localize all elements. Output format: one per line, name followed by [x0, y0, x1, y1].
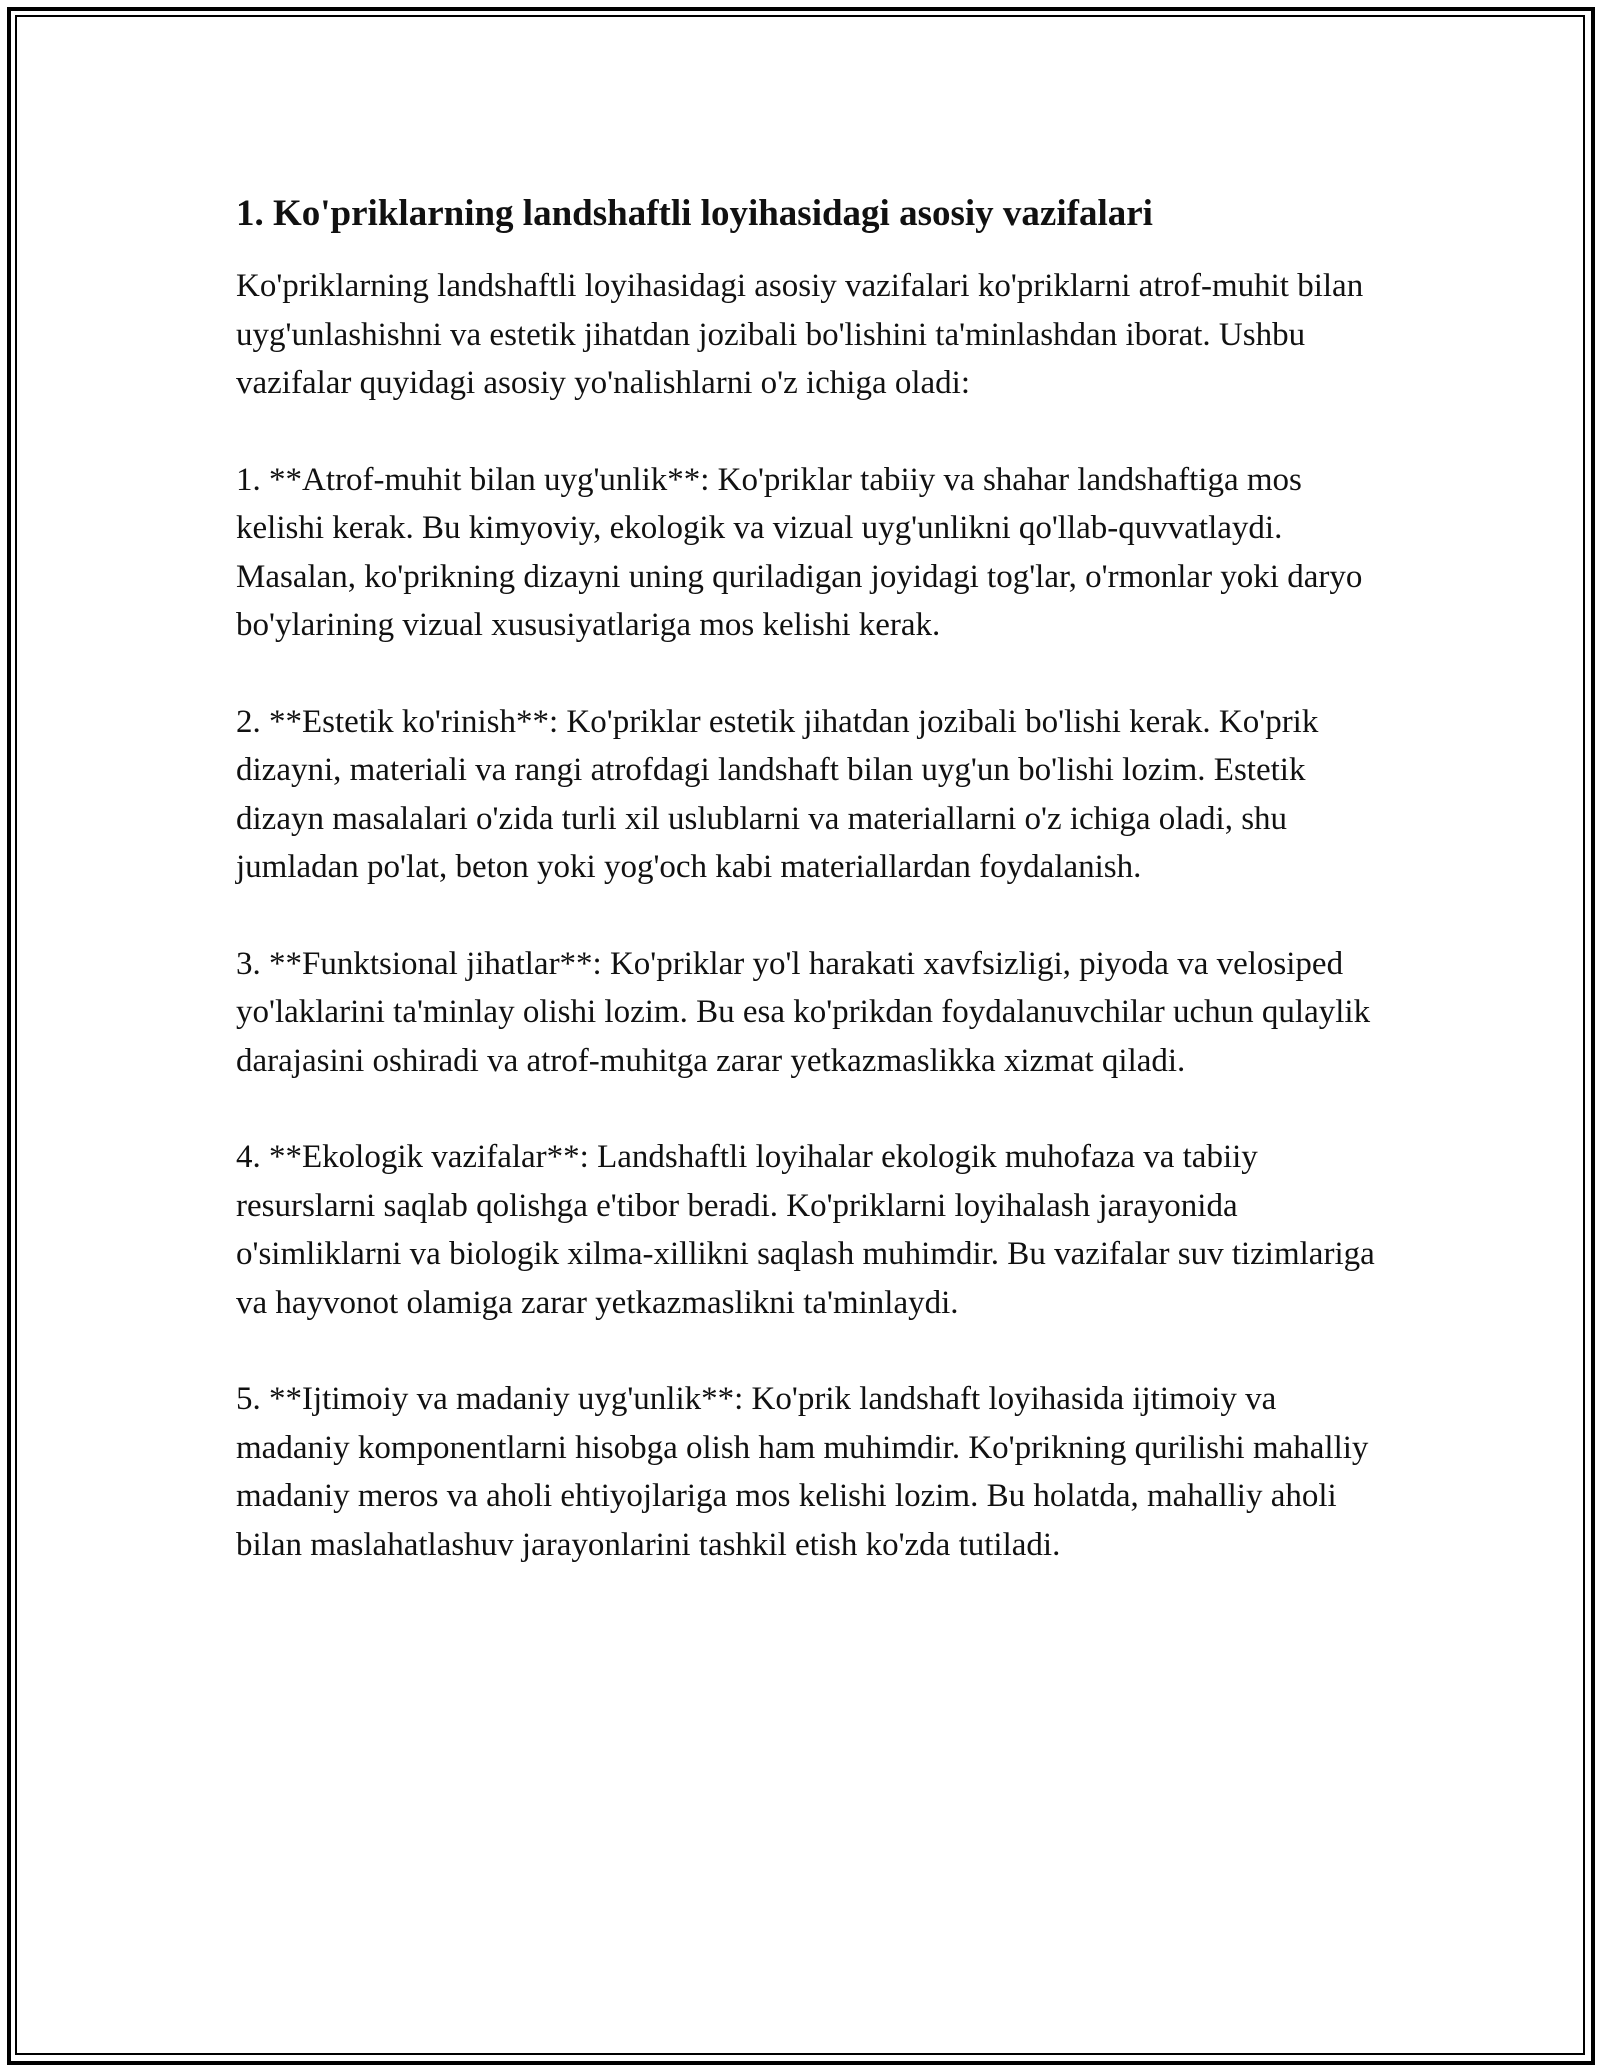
- document-title: 1. Ko'priklarning landshaftli loyihasidagi asosiy vazifalari: [236, 193, 1153, 234]
- list-item-3-paragraph: 3. **Funktsional jihatlar**: Ko'priklar yo'l harakati xavfsizligi, piyoda va velosiped yo'laklarini ta'minlay olishi lozim. Bu esa ko'prikdan foydalanuvchilar uchun qulaylik darajasini oshiradi va atrof-muhitga zarar yetkazmaslikka xizmat qiladi.: [236, 945, 1371, 1079]
- list-item-4-paragraph: 4. **Ekologik vazifalar**: Landshaftli loyihalar ekologik muhofaza va tabiiy resurslarni saqlab qolishga e'tibor beradi. Ko'priklarni loyihalash jarayonida o'simliklarni va biologik xilma-xillikni saqlash muhimdir. Bu vazifalar suv tizimlariga va hayvonot olamiga zarar yetkazmaslikni ta'minlaydi.: [236, 1139, 1375, 1321]
- document-body: [236, 186, 1376, 1569]
- intro-paragraph: Ko'priklarning landshaftli loyihasidagi asosiy vazifalari ko'priklarni atrof-muhit bilan uyg'unlashishni va estetik jihatdan jozibali bo'lishini ta'minlashdan iborat. Ushbu vazifalar quyidagi asosiy yo'nalishlarni o'z ichiga oladi:: [236, 268, 1364, 401]
- list-item-1-paragraph: 1. **Atrof-muhit bilan uyg'unlik**: Ko'priklar tabiiy va shahar landshaftiga mos kelishi kerak. Bu kimyoviy, ekologik va vizual uyg'unlikni qo'llab-quvvatlaydi. Masalan, ko'prikning dizayni uning quriladigan joyidagi tog'lar, o'rmonlar yoki daryo bo'ylarining vizual xususiyatlariga mos kelishi kerak.: [236, 461, 1363, 643]
- list-item-5-paragraph: 5. **Ijtimoiy va madaniy uyg'unlik**: Ko'prik landshaft loyihasida ijtimoiy va madaniy komponentlarni hisobga olish ham muhimdir. Ko'prikning qurilishi mahalliy madaniy meros va aholi ehtiyojlariga mos kelishi lozim. Bu holatda, mahalliy aholi bilan maslahatlashuv jarayonlarini tashkil etish ko'zda tutiladi.: [236, 1381, 1369, 1563]
- list-item-2-paragraph: 2. **Estetik ko'rinish**: Ko'priklar estetik jihatdan jozibali bo'lishi kerak. Ko'prik dizayni, materiali va rangi atrofdagi landshaft bilan uyg'un bo'lishi lozim. Estetik dizayn masalalari o'zida turli xil uslublarni va materiallarni o'z ichiga oladi, shu jumladan po'lat, beton yoki yog'och kabi materiallardan foydalanish.: [236, 703, 1319, 885]
